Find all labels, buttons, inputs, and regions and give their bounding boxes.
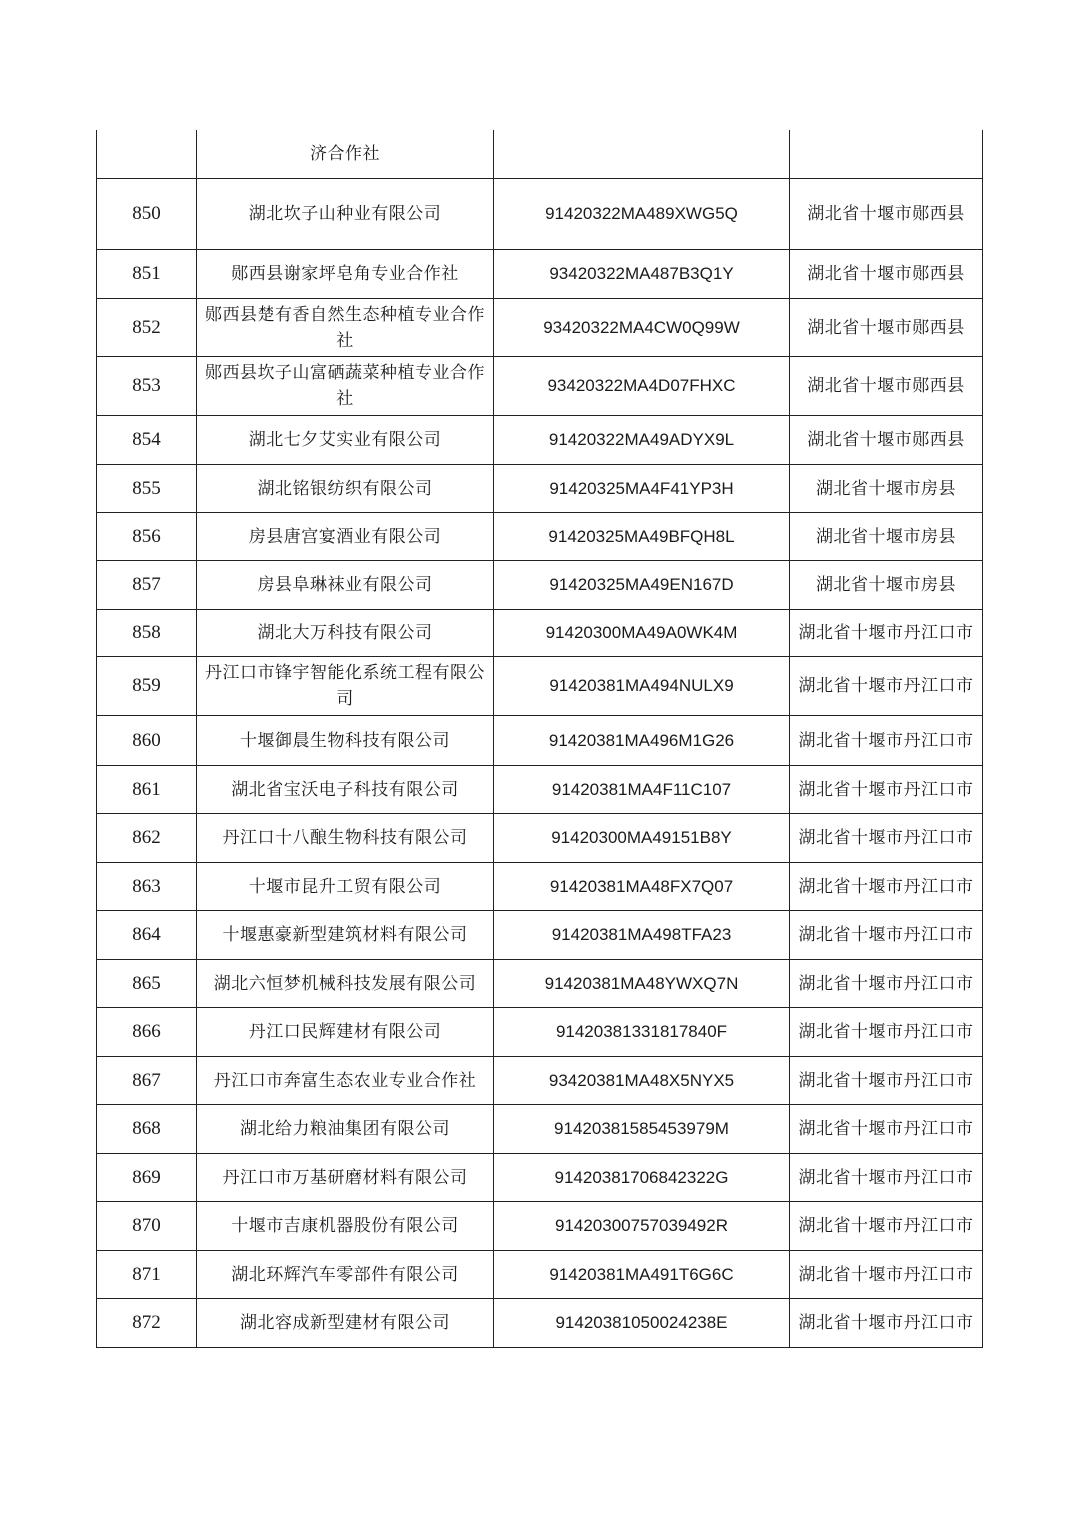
credit-code: 91420381MA498TFA23 bbox=[494, 911, 790, 960]
credit-code: 93420381MA48X5NYX5 bbox=[494, 1057, 790, 1105]
credit-code: 91420381331817840F bbox=[494, 1008, 790, 1057]
region: 湖北省十堰市丹江口市 bbox=[790, 657, 983, 716]
region: 湖北省十堰市丹江口市 bbox=[790, 1251, 983, 1299]
region: 湖北省十堰市房县 bbox=[790, 561, 983, 610]
company-name: 湖北环辉汽车零部件有限公司 bbox=[197, 1251, 494, 1299]
company-name: 十堰御晨生物科技有限公司 bbox=[197, 716, 494, 766]
company-list-table bbox=[96, 130, 983, 1348]
row-number: 860 bbox=[97, 716, 197, 766]
credit-code: 91420300MA49A0WK4M bbox=[494, 610, 790, 657]
table-row bbox=[97, 610, 983, 657]
company-name: 丹江口民辉建材有限公司 bbox=[197, 1008, 494, 1057]
table-row bbox=[97, 657, 983, 716]
row-number: 864 bbox=[97, 911, 197, 960]
table-row bbox=[97, 911, 983, 960]
table-row bbox=[97, 561, 983, 610]
table-row bbox=[97, 766, 983, 814]
company-name: 湖北坎子山种业有限公司 bbox=[197, 179, 494, 250]
row-number: 865 bbox=[97, 960, 197, 1008]
row-number: 870 bbox=[97, 1202, 197, 1251]
continuation-name-cell: 济合作社 bbox=[197, 130, 494, 179]
table-row bbox=[97, 357, 983, 416]
credit-code: 93420322MA487B3Q1Y bbox=[494, 250, 790, 299]
region: 湖北省十堰市丹江口市 bbox=[790, 960, 983, 1008]
credit-code: 91420381MA494NULX9 bbox=[494, 657, 790, 716]
credit-code: 91420325MA4F41YP3H bbox=[494, 465, 790, 513]
credit-code: 91420322MA489XWG5Q bbox=[494, 179, 790, 250]
region: 湖北省十堰市郧西县 bbox=[790, 416, 983, 465]
credit-code: 91420381706842322G bbox=[494, 1154, 790, 1202]
table-row bbox=[97, 513, 983, 561]
company-name: 十堰市昆升工贸有限公司 bbox=[197, 863, 494, 911]
row-number: 854 bbox=[97, 416, 197, 465]
credit-code: 91420325MA49BFQH8L bbox=[494, 513, 790, 561]
table-row bbox=[97, 1105, 983, 1154]
credit-code: 93420322MA4D07FHXC bbox=[494, 357, 790, 416]
company-name: 湖北容成新型建材有限公司 bbox=[197, 1299, 494, 1348]
continuation-area-cell bbox=[790, 130, 983, 179]
region: 湖北省十堰市丹江口市 bbox=[790, 1299, 983, 1348]
region: 湖北省十堰市丹江口市 bbox=[790, 1202, 983, 1251]
company-name: 郧西县楚有香自然生态种植专业合作社 bbox=[197, 299, 494, 357]
credit-code: 91420300757039492R bbox=[494, 1202, 790, 1251]
company-name: 丹江口市锋宇智能化系统工程有限公司 bbox=[197, 657, 494, 716]
company-name: 湖北省宝沃电子科技有限公司 bbox=[197, 766, 494, 814]
region: 湖北省十堰市房县 bbox=[790, 513, 983, 561]
company-name: 郧西县坎子山富硒蔬菜种植专业合作社 bbox=[197, 357, 494, 416]
row-number: 859 bbox=[97, 657, 197, 716]
company-list-body bbox=[97, 130, 983, 1348]
row-number: 852 bbox=[97, 299, 197, 357]
table-row bbox=[97, 716, 983, 766]
row-number: 868 bbox=[97, 1105, 197, 1154]
region: 湖北省十堰市丹江口市 bbox=[790, 1105, 983, 1154]
company-name: 湖北铭银纺织有限公司 bbox=[197, 465, 494, 513]
company-name: 湖北七夕艾实业有限公司 bbox=[197, 416, 494, 465]
company-name: 十堰惠豪新型建筑材料有限公司 bbox=[197, 911, 494, 960]
credit-code: 91420322MA49ADYX9L bbox=[494, 416, 790, 465]
company-name: 房县唐宫宴酒业有限公司 bbox=[197, 513, 494, 561]
region: 湖北省十堰市丹江口市 bbox=[790, 1057, 983, 1105]
company-name: 湖北给力粮油集团有限公司 bbox=[197, 1105, 494, 1154]
company-name: 郧西县谢家坪皂角专业合作社 bbox=[197, 250, 494, 299]
credit-code: 93420322MA4CW0Q99W bbox=[494, 299, 790, 357]
row-number: 872 bbox=[97, 1299, 197, 1348]
region: 湖北省十堰市房县 bbox=[790, 465, 983, 513]
region: 湖北省十堰市郧西县 bbox=[790, 179, 983, 250]
credit-code: 91420381MA48FX7Q07 bbox=[494, 863, 790, 911]
region: 湖北省十堰市丹江口市 bbox=[790, 766, 983, 814]
table-row bbox=[97, 465, 983, 513]
table-row bbox=[97, 250, 983, 299]
table-row bbox=[97, 1057, 983, 1105]
region: 湖北省十堰市丹江口市 bbox=[790, 1154, 983, 1202]
company-name: 房县阜琳袜业有限公司 bbox=[197, 561, 494, 610]
row-number: 858 bbox=[97, 610, 197, 657]
company-name: 湖北大万科技有限公司 bbox=[197, 610, 494, 657]
credit-code: 91420381MA491T6G6C bbox=[494, 1251, 790, 1299]
company-name: 丹江口市奔富生态农业专业合作社 bbox=[197, 1057, 494, 1105]
region: 湖北省十堰市郧西县 bbox=[790, 357, 983, 416]
region: 湖北省十堰市丹江口市 bbox=[790, 1008, 983, 1057]
row-number: 855 bbox=[97, 465, 197, 513]
credit-code: 91420381585453979M bbox=[494, 1105, 790, 1154]
row-number: 856 bbox=[97, 513, 197, 561]
table-row bbox=[97, 1202, 983, 1251]
company-name: 湖北六恒梦机械科技发展有限公司 bbox=[197, 960, 494, 1008]
region: 湖北省十堰市丹江口市 bbox=[790, 716, 983, 766]
company-name: 丹江口十八酿生物科技有限公司 bbox=[197, 814, 494, 863]
row-number: 857 bbox=[97, 561, 197, 610]
region: 湖北省十堰市郧西县 bbox=[790, 250, 983, 299]
row-number: 867 bbox=[97, 1057, 197, 1105]
credit-code: 91420325MA49EN167D bbox=[494, 561, 790, 610]
region: 湖北省十堰市丹江口市 bbox=[790, 911, 983, 960]
credit-code: 91420381050024238E bbox=[494, 1299, 790, 1348]
row-number: 850 bbox=[97, 179, 197, 250]
row-number: 853 bbox=[97, 357, 197, 416]
row-number: 866 bbox=[97, 1008, 197, 1057]
credit-code: 91420381MA496M1G26 bbox=[494, 716, 790, 766]
row-number: 861 bbox=[97, 766, 197, 814]
table-row bbox=[97, 416, 983, 465]
company-name: 丹江口市万基研磨材料有限公司 bbox=[197, 1154, 494, 1202]
row-number: 851 bbox=[97, 250, 197, 299]
continuation-row bbox=[97, 130, 983, 179]
continuation-code-cell bbox=[494, 130, 790, 179]
row-number: 869 bbox=[97, 1154, 197, 1202]
continuation-no-cell bbox=[97, 130, 197, 179]
region: 湖北省十堰市郧西县 bbox=[790, 299, 983, 357]
table-row bbox=[97, 1299, 983, 1348]
table-row bbox=[97, 1154, 983, 1202]
table-row bbox=[97, 179, 983, 250]
credit-code: 91420381MA48YWXQ7N bbox=[494, 960, 790, 1008]
row-number: 871 bbox=[97, 1251, 197, 1299]
region: 湖北省十堰市丹江口市 bbox=[790, 610, 983, 657]
table-row bbox=[97, 1251, 983, 1299]
row-number: 863 bbox=[97, 863, 197, 911]
table-row bbox=[97, 960, 983, 1008]
table-row bbox=[97, 299, 983, 357]
credit-code: 91420381MA4F11C107 bbox=[494, 766, 790, 814]
company-name: 十堰市吉康机器股份有限公司 bbox=[197, 1202, 494, 1251]
table-row bbox=[97, 1008, 983, 1057]
table-row bbox=[97, 814, 983, 863]
credit-code: 91420300MA49151B8Y bbox=[494, 814, 790, 863]
region: 湖北省十堰市丹江口市 bbox=[790, 814, 983, 863]
row-number: 862 bbox=[97, 814, 197, 863]
table-row bbox=[97, 863, 983, 911]
region: 湖北省十堰市丹江口市 bbox=[790, 863, 983, 911]
